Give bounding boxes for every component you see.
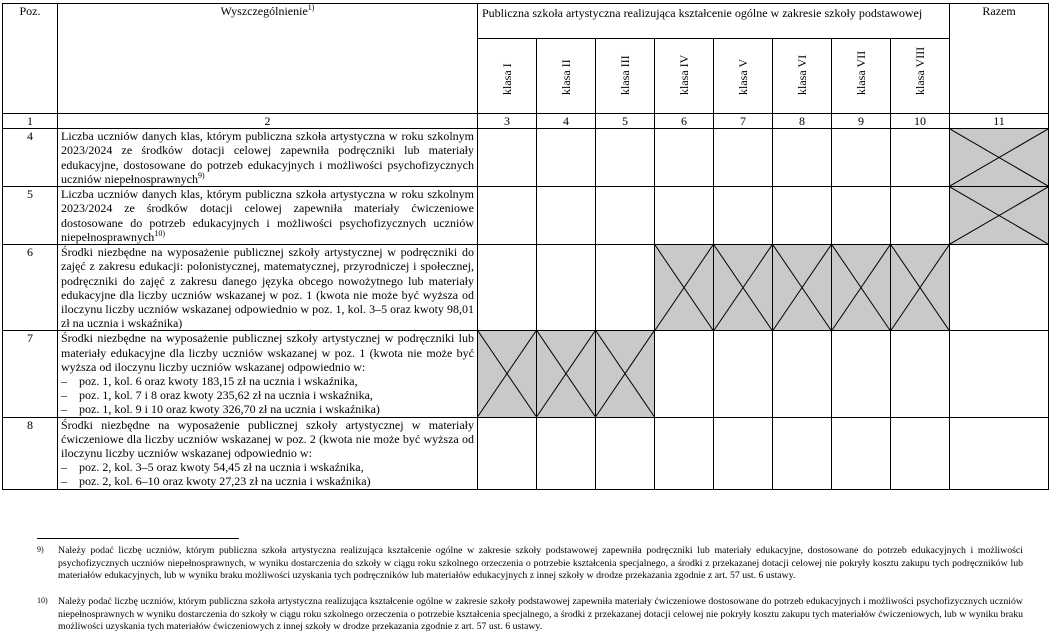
- row-7-item-3-text: poz. 1, kol. 9 i 10 oraz kwoty 326,70 zł na ucznia i wskaźnika): [79, 402, 380, 417]
- table-row-7: [3, 331, 1049, 417]
- header-klasa-8: [891, 39, 950, 114]
- row-4-poz: 4: [3, 129, 58, 187]
- row-7-klasa-5-cell[interactable]: [714, 331, 773, 417]
- dash-bullet: –: [61, 474, 67, 489]
- header-klasa-7: [832, 39, 891, 114]
- row-5-klasa-1-cell[interactable]: [478, 187, 537, 245]
- colnum-10: 10: [891, 114, 950, 129]
- row-8-klasa-3-cell[interactable]: [596, 417, 655, 489]
- header-klasa-8-label: klasa VIII: [912, 46, 927, 95]
- row-4-klasa-2-cell[interactable]: [537, 129, 596, 187]
- row-6-klasa-6-crossed-cell: [773, 245, 832, 331]
- colnum-11: 11: [950, 114, 1049, 129]
- header-poz: Poz.: [3, 4, 58, 114]
- table-row-5: [3, 187, 1049, 245]
- header-klasa-4-label: klasa IV: [676, 54, 691, 95]
- row-4-text: Liczba uczniów danych klas, którym publiczna szkoła artystyczna w roku szkolnym 2023/2024 ze środków dotacji celowej zapewniła podręczniki lub materiały edukacyjne, dostosowane do potrzeb edukacyjnych i możliwości psychofizycznych uczniów niepełnosprawnych: [61, 129, 474, 186]
- header-klasa-3-label: klasa III: [617, 55, 632, 95]
- header-klasa-7-label: klasa VII: [853, 50, 868, 95]
- form-table: [2, 3, 1049, 490]
- header-klasa-2: [537, 39, 596, 114]
- header-description: [58, 4, 478, 114]
- footnote-10-mark: 10): [37, 596, 48, 605]
- row-7-klasa-7-cell[interactable]: [832, 331, 891, 417]
- row-8-item-2-text: poz. 2, kol. 6–10 oraz kwoty 27,23 zł na ucznia i wskaźnika): [79, 474, 371, 489]
- row-7-description: [58, 331, 478, 417]
- row-6-klasa-4-crossed-cell: [655, 245, 714, 331]
- dash-bullet: –: [61, 402, 67, 417]
- row-6-klasa-2-cell[interactable]: [537, 245, 596, 331]
- row-5-klasa-5-cell[interactable]: [714, 187, 773, 245]
- header-klasa-6-label: klasa VI: [794, 54, 809, 95]
- table-row-8: [3, 417, 1049, 489]
- row-8-klasa-8-cell[interactable]: [891, 417, 950, 489]
- colnum-3: 3: [478, 114, 537, 129]
- row-5-klasa-4-cell[interactable]: [655, 187, 714, 245]
- row-8-klasa-7-cell[interactable]: [832, 417, 891, 489]
- row-4-klasa-3-cell[interactable]: [596, 129, 655, 187]
- row-8-text: Środki niezbędne na wyposażenie publicznej szkoły artystycznej w materiały ćwiczeniowe dla liczby uczniów wskazanej w poz. 2 (kwota nie może być wyższa od iloczynu liczby uczniów wskazanej odpowiednio w:: [61, 417, 474, 461]
- row-5-poz: 5: [3, 187, 58, 245]
- row-4-klasa-6-cell[interactable]: [773, 129, 832, 187]
- dash-bullet: –: [61, 388, 67, 403]
- header-klasa-5: [714, 39, 773, 114]
- row-5-klasa-2-cell[interactable]: [537, 187, 596, 245]
- row-4-sup: 9): [197, 170, 205, 180]
- row-7-klasa-2-crossed-cell: [537, 331, 596, 417]
- row-8-klasa-6-cell[interactable]: [773, 417, 832, 489]
- row-4-klasa-7-cell[interactable]: [832, 129, 891, 187]
- row-7-text: Środki niezbędne na wyposażenie publicznej szkoły artystycznej w podręczniki lub materiały edukacyjne dla liczby uczniów wskazanej w poz. 1 (kwota nie może być wyższa od iloczynu liczby uczniów wskazanej odpowiednio w:: [61, 331, 474, 374]
- row-5-klasa-8-cell[interactable]: [891, 187, 950, 245]
- row-7-klasa-3-crossed-cell: [596, 331, 655, 417]
- colnum-7: 7: [714, 114, 773, 129]
- row-7-item-1-text: poz. 1, kol. 6 oraz kwoty 183,15 zł na ucznia i wskaźnika,: [79, 374, 358, 389]
- row-8-item-1-text: poz. 2, kol. 3–5 oraz kwoty 54,45 zł na ucznia i wskaźnika,: [79, 460, 364, 475]
- row-6-klasa-7-crossed-cell: [832, 245, 891, 331]
- row-7-item-2: [61, 388, 474, 402]
- footnote-10-text: Należy podać liczbę uczniów, którym publiczna szkoła artystyczna realizująca kształcenie ogólne w zakresie szkoły podstawowej zapewniła materiały ćwiczeniowe dostosowane do potrzeb edukacyjnych i możliwości psychofizycznych uczniów niepełnosprawnych w wyniku dostarczenia do szkoły w ciągu roku szkolnego orzeczenia o potrzebie kształcenia specjalnego, a środki z przekazanej dotacji celowej nie pokryły kosztu zakupu tych materiałów ćwiczeniowych, lub w wyniku braku możliwości uzyskania tych materiałów ćwiczeniowych z innej szkoły w drodze przekazania zgodnie z art. 57 ust. 6 ustawy.: [58, 596, 1023, 633]
- colnum-4: 4: [537, 114, 596, 129]
- header-description-text: Wyszczególnienie: [220, 4, 308, 18]
- table-row-6: [3, 245, 1049, 331]
- header-description-sup: 1): [307, 3, 315, 12]
- row-8-description: [58, 417, 478, 489]
- row-4-razem-crossed-cell: [950, 129, 1049, 187]
- row-8-klasa-4-cell[interactable]: [655, 417, 714, 489]
- row-5-description: [58, 187, 478, 245]
- header-klasa-6: [773, 39, 832, 114]
- row-4-description: [58, 129, 478, 187]
- row-7-razem-cell[interactable]: [950, 331, 1049, 417]
- row-5-klasa-6-cell[interactable]: [773, 187, 832, 245]
- row-8-item-2: [61, 474, 474, 488]
- row-7-poz: 7: [3, 331, 58, 417]
- column-numbers-row: [3, 114, 1049, 129]
- header-razem: Razem: [950, 4, 1049, 114]
- row-6-klasa-3-cell[interactable]: [596, 245, 655, 331]
- row-8-poz: 8: [3, 417, 58, 489]
- header-klasa-2-label: klasa II: [558, 59, 573, 95]
- header-klasa-1: [478, 39, 537, 114]
- row-8-klasa-1-cell[interactable]: [478, 417, 537, 489]
- colnum-5: 5: [596, 114, 655, 129]
- row-7-item-3: [61, 402, 474, 416]
- row-7-klasa-6-cell[interactable]: [773, 331, 832, 417]
- footnote-9-text: Należy podać liczbę uczniów, którym publiczna szkoła artystyczna realizująca kształcenie ogólne w zakresie szkoły podstawowej zapewniła podręczniki lub materiały edukacyjne, dostosowane do potrzeb edukacyjnych i możliwości psychofizycznych uczniów niepełnosprawnych, w wyniku dostarczenia do szkoły w ciągu roku szkolnego orzeczenia o potrzebie kształcenia specjalnego, a środki z przekazanej dotacji celowej nie pokryły kosztu zakupu tych podręczników lub materiałów edukacyjnych, lub w wyniku braku możliwości uzyskania tych podręczników lub materiałów edukacyjnych z innej szkoły w drodze przekazania zgodnie z art. 57 ust. 6 ustawy.: [58, 545, 1023, 582]
- row-6-description: Środki niezbędne na wyposażenie publicznej szkoły artystycznej w podręczniki do zajęć z zakresu edukacji: polonistycznej, matematycznej, przyrodniczej i społecznej, podręczniki do zajęć z zakresu danego języka obcego nowożytnego lub materiały edukacyjne dla liczby uczniów wskazanej w poz. 1 (kwota nie może być wyższa od iloczynu liczby uczniów wskazanej odpowiednio w poz. 1, kol. 3–5 oraz kwoty 98,01 zł na ucznia i wskaźnika): [58, 245, 478, 331]
- row-4-klasa-8-cell[interactable]: [891, 129, 950, 187]
- colnum-1: 1: [3, 114, 58, 129]
- row-7-item-2-text: poz. 1, kol. 7 i 8 oraz kwoty 235,62 zł na ucznia i wskaźnika,: [79, 388, 373, 403]
- row-4-klasa-4-cell[interactable]: [655, 129, 714, 187]
- header-school-group: Publiczna szkoła artystyczna realizująca kształcenie ogólne w zakresie szkoły podstawowej: [478, 4, 950, 39]
- colnum-2: 2: [58, 114, 478, 129]
- row-7-item-1: [61, 374, 474, 388]
- row-7-klasa-8-cell[interactable]: [891, 331, 950, 417]
- row-8-klasa-5-cell[interactable]: [714, 417, 773, 489]
- row-4-klasa-5-cell[interactable]: [714, 129, 773, 187]
- colnum-8: 8: [773, 114, 832, 129]
- dash-bullet: –: [61, 374, 67, 389]
- row-5-klasa-3-cell[interactable]: [596, 187, 655, 245]
- row-6-poz: 6: [3, 245, 58, 331]
- row-6-klasa-8-crossed-cell: [891, 245, 950, 331]
- row-8-item-1: [61, 460, 474, 474]
- row-5-text: Liczba uczniów danych klas, którym publiczna szkoła artystyczna w roku szkolnym 2023/2024 ze środków dotacji celowej zapewniła materiały ćwiczeniowe dostosowane do potrzeb edukacyjnych i możliwości psychofizycznych uczniów niepełnosprawnych: [61, 187, 474, 244]
- colnum-9: 9: [832, 114, 891, 129]
- header-klasa-1-label: klasa I: [499, 63, 514, 95]
- row-7-klasa-1-crossed-cell: [478, 331, 537, 417]
- row-6-razem-cell[interactable]: [950, 245, 1049, 331]
- header-klasa-4: [655, 39, 714, 114]
- row-6-klasa-1-cell[interactable]: [478, 245, 537, 331]
- row-8-razem-cell[interactable]: [950, 417, 1049, 489]
- row-5-klasa-7-cell[interactable]: [832, 187, 891, 245]
- footnote-9-mark: 9): [37, 545, 44, 554]
- footnote-separator: [37, 538, 239, 539]
- table-row-4: [3, 129, 1049, 187]
- row-7-klasa-4-cell[interactable]: [655, 331, 714, 417]
- row-8-klasa-2-cell[interactable]: [537, 417, 596, 489]
- header-klasa-5-label: klasa V: [735, 58, 750, 95]
- row-6-klasa-5-crossed-cell: [714, 245, 773, 331]
- row-5-razem-crossed-cell: [950, 187, 1049, 245]
- colnum-6: 6: [655, 114, 714, 129]
- row-5-sup: 10): [154, 228, 165, 238]
- dash-bullet: –: [61, 460, 67, 475]
- row-4-klasa-1-cell[interactable]: [478, 129, 537, 187]
- header-klasa-3: [596, 39, 655, 114]
